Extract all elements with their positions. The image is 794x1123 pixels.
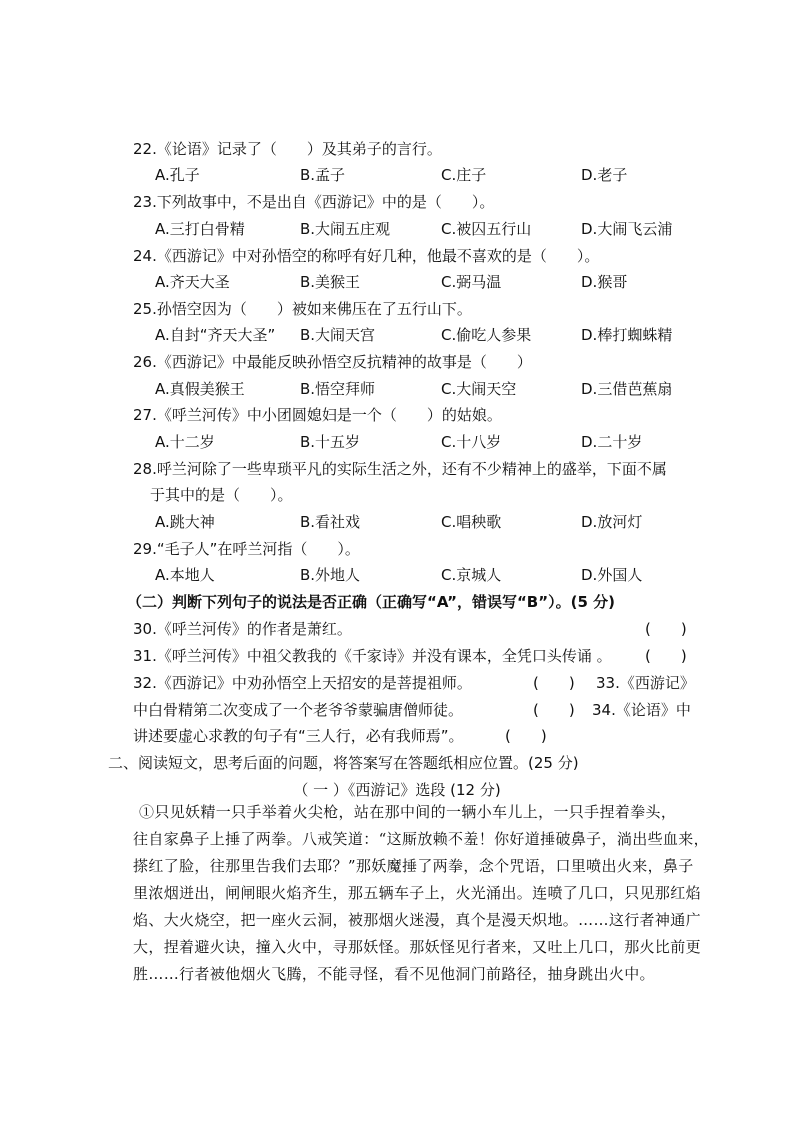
options-28 <box>0 511 794 533</box>
option-c: C.大闹天空 <box>441 380 517 398</box>
option-d: D.放河灯 <box>581 513 643 531</box>
option-d: D.三借芭蕉扇 <box>581 380 673 398</box>
option-a: A.孔子 <box>155 166 200 184</box>
passage-line: ①只见妖精一只手举着火尖枪，站在那中间的一辆小车儿上，一只手捏着拳头， <box>139 803 677 821</box>
option-c: C.庄子 <box>441 166 487 184</box>
option-d: D.棒打蜘蛛精 <box>581 326 673 344</box>
question-32: 32.《西游记》中劝孙悟空上天招安的是菩提祖师。 <box>133 674 472 692</box>
option-c: C.被囚五行山 <box>441 220 532 238</box>
option-b: B.大闹天宫 <box>300 326 376 344</box>
part-2-heading: 二、阅读短文，思考后面的问题，将答案写在答题纸相应位置。(25 分) <box>108 754 579 772</box>
answer-blank-30: ( ) <box>645 620 687 638</box>
option-a: A.十二岁 <box>155 433 215 451</box>
option-c: C.弼马温 <box>441 273 502 291</box>
options-26 <box>0 378 794 400</box>
question-25: 25.孙悟空因为（ ）被如来佛压在了五行山下。 <box>133 300 472 318</box>
answer-blank-31: ( ) <box>645 647 687 665</box>
options-29 <box>0 564 794 586</box>
option-c: C.十八岁 <box>441 433 502 451</box>
passage-subheading: （ 一 ）《西游记》选段 (12 分) <box>293 781 501 799</box>
passage-line: 往自家鼻子上捶了两拳。八戒笑道：“这厮放赖不羞！你好道捶破鼻子，淌出些血来， <box>133 830 709 848</box>
question-30: 30.《呼兰河传》的作者是萧红。 <box>133 620 352 638</box>
passage-line: 大，捏着避火诀，撞入火中，寻那妖怪。那妖怪见行者来，又吐上几口，那火比前更 <box>133 938 701 956</box>
option-c: C.唱秧歌 <box>441 513 502 531</box>
question-22: 22.《论语》记录了（ ）及其弟子的言行。 <box>133 140 442 158</box>
passage-line: 里浓烟迸出，闸闸眼火焰齐生，那五辆车子上，火光涌出。连喷了几口，只见那红焰 <box>133 884 701 902</box>
passage-line: 胜……行者被他烟火飞腾，不能寻怪，看不见他洞门前路径，抽身跳出火中。 <box>133 965 655 983</box>
option-b: B.看社戏 <box>300 513 361 531</box>
option-d: D.猴哥 <box>581 273 628 291</box>
option-c: C.京城人 <box>441 566 502 584</box>
answer-blank-32: ( ) <box>533 674 575 692</box>
question-33-continued: 中白骨精第二次变成了一个老爷爷蒙骗唐僧师徒。 <box>133 701 464 719</box>
answer-blank-33: ( ) <box>533 701 575 719</box>
passage-line: 焰、大火烧空，把一座火云洞，被那烟火迷漫，真个是漫天炽地。……这行者神通广 <box>133 911 701 929</box>
option-a: A.本地人 <box>155 566 215 584</box>
option-d: D.二十岁 <box>581 433 643 451</box>
question-28: 28.呼兰河除了一些卑琐平凡的实际生活之外，还有不少精神上的盛举，下面不属 <box>133 460 667 478</box>
options-22 <box>0 164 794 186</box>
question-27: 27.《呼兰河传》中小团圆媳妇是一个（ ）的姑娘。 <box>133 406 502 424</box>
option-a: A.三打白骨精 <box>155 220 245 238</box>
question-26: 26.《西游记》中最能反映孙悟空反抗精神的故事是（ ） <box>133 353 532 371</box>
answer-blank-34: ( ) <box>505 727 547 745</box>
options-25 <box>0 324 794 346</box>
option-d: D.大闹飞云浦 <box>581 220 673 238</box>
option-d: D.外国人 <box>581 566 643 584</box>
question-23: 23.下列故事中，不是出自《西游记》中的是（ ）。 <box>133 193 495 211</box>
option-a: A.齐天大圣 <box>155 273 230 291</box>
passage-text <box>133 799 709 988</box>
passage-line: 搽红了脸，往那里告我们去耶？”那妖魔捶了两拳，念个咒语，口里喷出火来，鼻子 <box>133 857 694 875</box>
option-b: B.悟空拜师 <box>300 380 376 398</box>
option-a: A.真假美猴王 <box>155 380 245 398</box>
question-28-continued: 于其中的是（ ）。 <box>150 486 293 504</box>
option-d: D.老子 <box>581 166 628 184</box>
option-b: B.孟子 <box>300 166 346 184</box>
option-b: B.十五岁 <box>300 433 361 451</box>
options-24 <box>0 271 794 293</box>
option-c: C.偷吃人参果 <box>441 326 532 344</box>
question-24: 24.《西游记》中对孙悟空的称呼有好几种，他最不喜欢的是（ ）。 <box>133 247 600 265</box>
option-a: A.跳大神 <box>155 513 215 531</box>
options-23 <box>0 218 794 240</box>
option-b: B.美猴王 <box>300 273 361 291</box>
option-b: B.外地人 <box>300 566 361 584</box>
section-2-heading: （二）判断下列句子的说法是否正确（正确写“A”，错误写“B”）。(5 分) <box>127 593 615 611</box>
question-34-start: 34.《论语》中 <box>592 701 691 719</box>
question-31: 31.《呼兰河传》中祖父教我的《千家诗》并没有课本，全凭口头传诵 。 <box>133 647 612 665</box>
question-34-continued: 讲述要虚心求教的句子有“三人行，必有我师焉”。 <box>133 727 464 745</box>
option-a: A.自封“齐天大圣” <box>155 326 276 344</box>
question-33-start: 33.《西游记》 <box>596 674 695 692</box>
option-b: B.大闹五庄观 <box>300 220 391 238</box>
question-29: 29.“毛子人”在呼兰河指（ ）。 <box>133 540 360 558</box>
options-27 <box>0 431 794 453</box>
